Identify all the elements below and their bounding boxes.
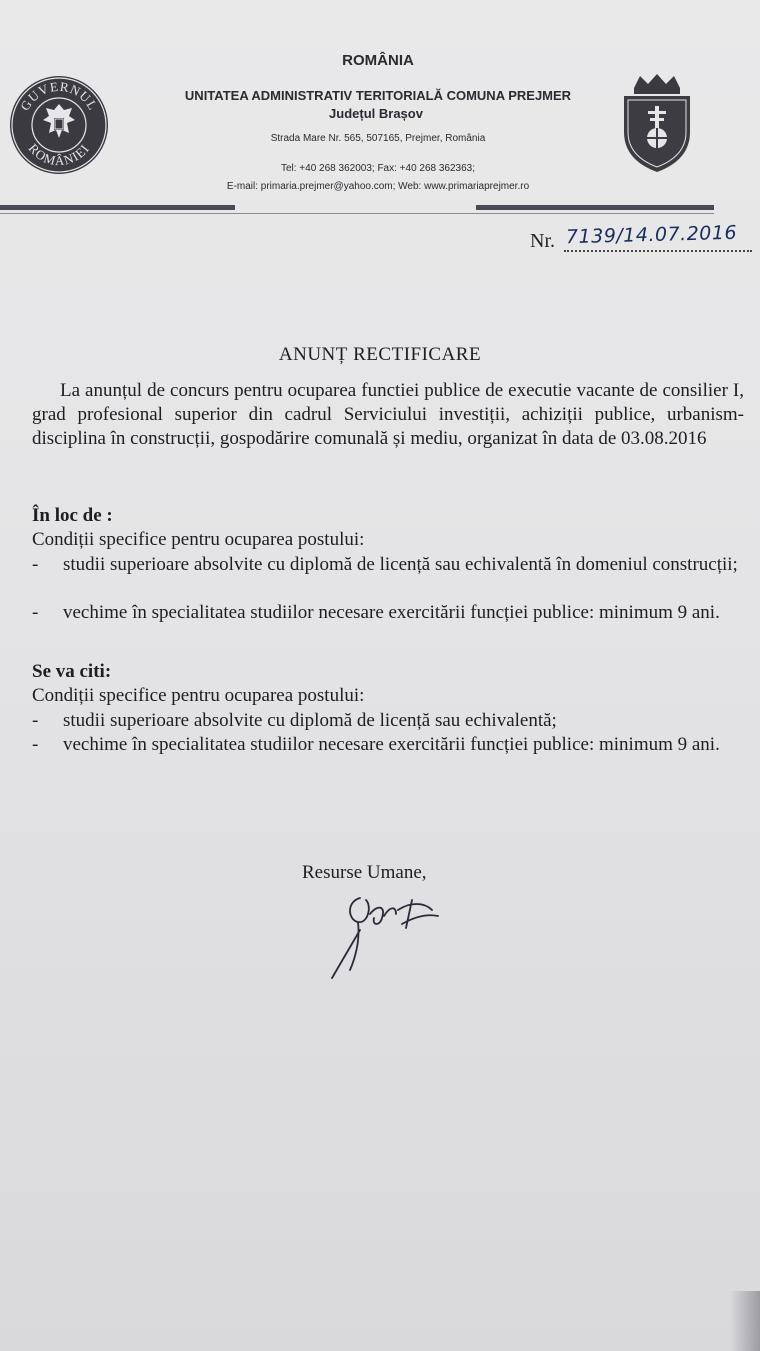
- read-heading: Se va citi:: [32, 661, 112, 682]
- bullet-dash: -: [32, 602, 39, 623]
- list-item-text: vechime în specialitatea studiilor necesare exercitării funcției publice: minimum 9 ani.: [63, 734, 720, 755]
- header-divider-right: [476, 205, 714, 210]
- handwritten-signature-icon: [320, 880, 450, 980]
- instead-conditions-label: Condiții specifice pentru ocuparea postului:: [32, 529, 365, 550]
- bullet-dash: -: [32, 554, 39, 575]
- registration-dotted-line: [564, 250, 752, 252]
- svg-text:GUVERNUL: GUVERNUL: [17, 78, 101, 114]
- header-phone-fax: Tel: +40 268 362003; Fax: +40 268 362363;: [280, 163, 476, 174]
- intro-paragraph: La anunțul de concurs pentru ocuparea functiei publice de executie vacante de consilier I, grad profesional superior din cadrul Serviciului investiții, achiziții publice, urbanism-disciplina în construcții, gospodărire comunală și mediu, organizat în data de 03.08.2016: [32, 380, 744, 449]
- header-country: ROMÂNIA: [342, 52, 414, 69]
- header-divider-thin: [0, 213, 714, 214]
- signature-department: Resurse Umane,: [302, 862, 427, 883]
- header-address: Strada Mare Nr. 565, 507165, Prejmer, România: [270, 133, 486, 144]
- bullet-dash: -: [32, 710, 39, 731]
- registration-label: Nr.: [530, 230, 555, 252]
- header-divider-left: [0, 205, 235, 210]
- read-conditions-label: Condiții specifice pentru ocuparea postului:: [32, 685, 365, 706]
- header-unit-name: UNITATEA ADMINISTRATIV TERITORIALĂ COMUNA PREJMER: [184, 88, 572, 103]
- header-email-web: E-mail: primaria.prejmer@yahoo.com; Web: www.primariaprejmer.ro: [226, 181, 530, 192]
- instead-heading: În loc de :: [32, 505, 113, 526]
- document-title: ANUNȚ RECTIFICARE: [278, 344, 482, 365]
- registration-handwritten-value: 7139/14.07.2016: [565, 221, 738, 249]
- list-item-text: vechime în specialitatea studiilor necesare exercitării funcției publice: minimum 9 ani.: [63, 602, 720, 623]
- list-item-text: studii superioare absolvite cu diplomă de licență sau echivalentă;: [63, 710, 557, 731]
- bullet-dash: -: [32, 734, 39, 755]
- page-edge-shadow: [730, 1291, 760, 1351]
- svg-text:ROMÂNIEI: ROMÂNIEI: [25, 140, 93, 169]
- header-county: Județul Brașov: [329, 106, 423, 121]
- list-item-text: studii superioare absolvite cu diplomă de licență sau echivalentă în domeniul construcții;: [63, 554, 738, 575]
